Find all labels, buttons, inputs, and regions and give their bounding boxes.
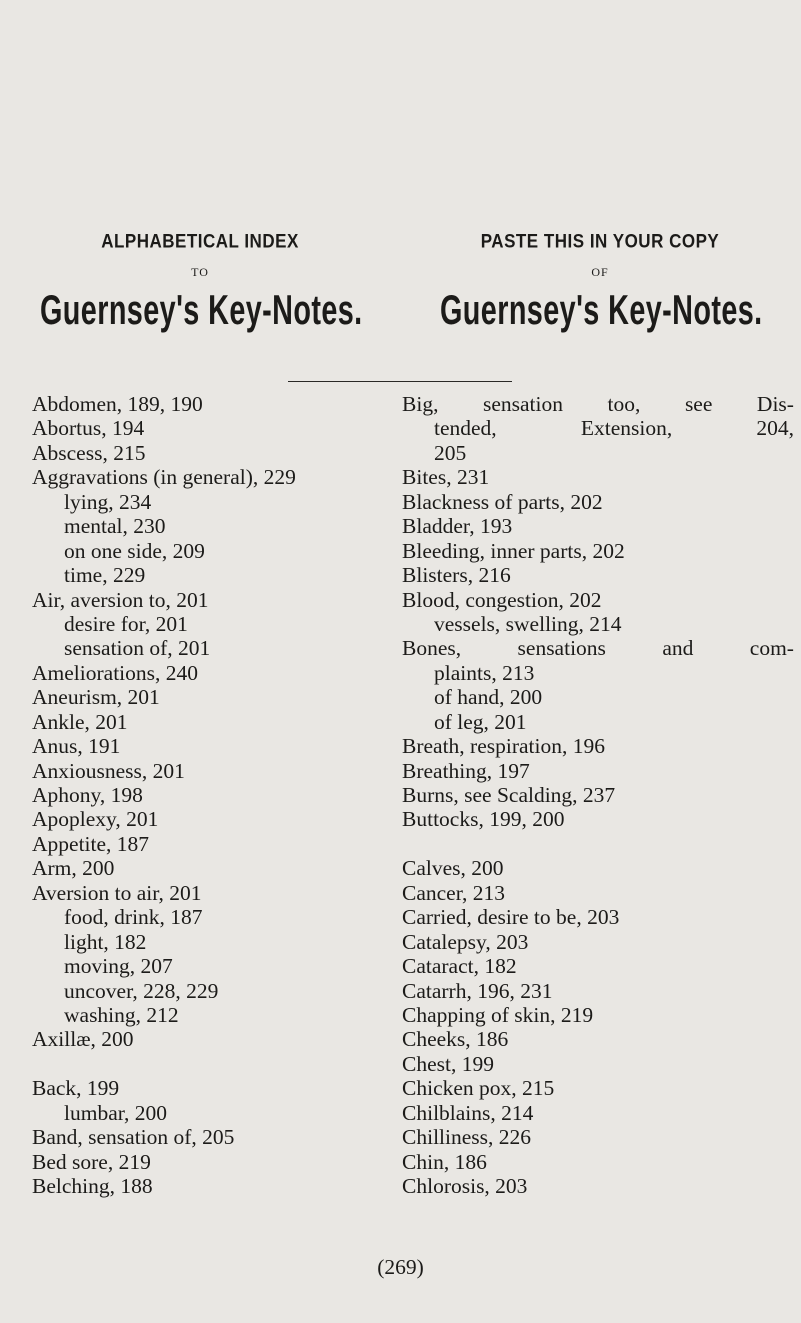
index-entry: Cheeks, 186 xyxy=(402,1027,509,1052)
index-entry: Breath, respiration, 196 xyxy=(402,734,606,759)
index-entry: Chlorosis, 203 xyxy=(402,1174,528,1198)
index-entry: Chicken pox, 215 xyxy=(402,1076,555,1101)
index-entry xyxy=(402,636,796,660)
index-subentry: mental, 230 xyxy=(64,514,166,539)
index-subentry: sensation of, 201 xyxy=(64,636,211,661)
index-entry: Blisters, 216 xyxy=(402,563,511,588)
index-entry: Cataract, 182 xyxy=(402,954,517,979)
index-subentry xyxy=(402,416,796,440)
index-entry: Bleeding, inner parts, 202 xyxy=(402,538,625,563)
entry-word: tended, xyxy=(434,416,497,441)
entry-word: Big, xyxy=(402,392,439,416)
index-entry: Bites, 231 xyxy=(402,465,490,490)
index-entry: Aversion to air, 201 xyxy=(32,880,202,905)
index-entry: Breathing, 197 xyxy=(402,758,530,783)
index-entry: Apoplexy, 201 xyxy=(32,807,159,832)
index-subentry: lumbar, 200 xyxy=(64,1100,168,1125)
index-subentry: lying, 234 xyxy=(64,489,152,514)
entry-word: see xyxy=(684,392,713,416)
index-subentry: moving, 207 xyxy=(64,954,173,979)
index-entry: Chapping of skin, 219 xyxy=(402,1002,594,1027)
index-entry: Air, aversion to, 201 xyxy=(32,587,209,612)
entry-word: 204, xyxy=(756,416,794,441)
index-subentry: plaints, 213 xyxy=(434,660,535,685)
entry-word: and xyxy=(662,636,694,661)
book-title-left: Guernsey's Key-Notes. xyxy=(40,285,363,333)
index-entry: Arm, 200 xyxy=(32,856,115,881)
index-entry: Aneurism, 201 xyxy=(32,685,160,710)
index-entry: Ankle, 201 xyxy=(32,709,128,734)
index-subentry: washing, 212 xyxy=(64,1002,179,1027)
index-entry: Chilblains, 214 xyxy=(402,1100,534,1125)
index-entry: Catalepsy, 203 xyxy=(402,929,529,954)
index-entry: Buttocks, 199, 200 xyxy=(402,807,565,832)
index-subentry: desire for, 201 xyxy=(64,611,188,636)
index-entry: Abdomen, 189, 190 xyxy=(32,392,203,416)
entry-word: Dis- xyxy=(756,392,794,416)
index-subentry: food, drink, 187 xyxy=(64,905,203,930)
index-column-right xyxy=(402,392,796,1198)
index-entry: Abscess, 215 xyxy=(32,440,146,465)
index-entry: Cancer, 213 xyxy=(402,880,506,905)
entry-word: com- xyxy=(749,636,794,661)
index-entry: Calves, 200 xyxy=(402,856,504,881)
index-entry: Chest, 199 xyxy=(402,1051,494,1076)
book-title-right: Guernsey's Key-Notes. xyxy=(440,285,763,333)
entry-word: Bones, xyxy=(402,636,462,661)
header-left xyxy=(0,232,400,331)
header-right xyxy=(400,232,800,331)
index-entry: Anxiousness, 201 xyxy=(32,758,185,783)
index-heading: ALPHABETICAL INDEX xyxy=(101,230,299,253)
index-subentry: of hand, 200 xyxy=(434,685,543,710)
index-column-left xyxy=(32,392,412,1198)
index-entry: Bed sore, 219 xyxy=(32,1149,151,1174)
index-subentry: light, 182 xyxy=(64,929,147,954)
index-subentry: vessels, swelling, 214 xyxy=(434,611,622,636)
index-entry: Band, sensation of, 205 xyxy=(32,1125,235,1150)
index-subentry: uncover, 228, 229 xyxy=(64,978,219,1003)
index-entry: Aphony, 198 xyxy=(32,783,143,807)
index-subentry: on one side, 209 xyxy=(64,538,205,563)
index-heading-to: TO xyxy=(191,265,209,279)
index-entry: Anus, 191 xyxy=(32,734,121,759)
entry-word: sensation xyxy=(482,392,564,416)
index-entry: Chilliness, 226 xyxy=(402,1125,532,1150)
index-entry: Aggravations (in general), 229 xyxy=(32,465,296,490)
index-subentry: of leg, 201 xyxy=(434,709,527,734)
index-entry: Chin, 186 xyxy=(402,1149,487,1174)
index-entry: Catarrh, 196, 231 xyxy=(402,978,553,1003)
index-subentry: time, 229 xyxy=(64,563,146,588)
index-entry: Bladder, 193 xyxy=(402,514,513,539)
index-entry: Appetite, 187 xyxy=(32,831,150,856)
index-entry: Blood, congestion, 202 xyxy=(402,587,602,612)
index-subentry: 205 xyxy=(434,440,467,465)
paste-instruction: PASTE THIS IN YOUR COPY xyxy=(480,230,720,253)
entry-word: too, xyxy=(607,392,641,416)
index-entry xyxy=(402,392,796,416)
header-divider xyxy=(288,381,512,382)
index-entry: Blackness of parts, 202 xyxy=(402,489,603,514)
entry-word: sensations xyxy=(517,636,606,661)
paste-instruction-of: OF xyxy=(591,265,609,279)
index-entry: Back, 199 xyxy=(32,1076,120,1101)
index-entry: Burns, see Scalding, 237 xyxy=(402,783,616,807)
index-entry: Carried, desire to be, 203 xyxy=(402,905,620,930)
index-entry: Axillæ, 200 xyxy=(32,1027,134,1052)
index-entry: Abortus, 194 xyxy=(32,416,145,441)
page-number: (269) xyxy=(377,1255,424,1279)
entry-word: Extension, xyxy=(580,416,673,441)
index-entry: Belching, 188 xyxy=(32,1174,153,1198)
index-entry: Ameliorations, 240 xyxy=(32,660,199,685)
